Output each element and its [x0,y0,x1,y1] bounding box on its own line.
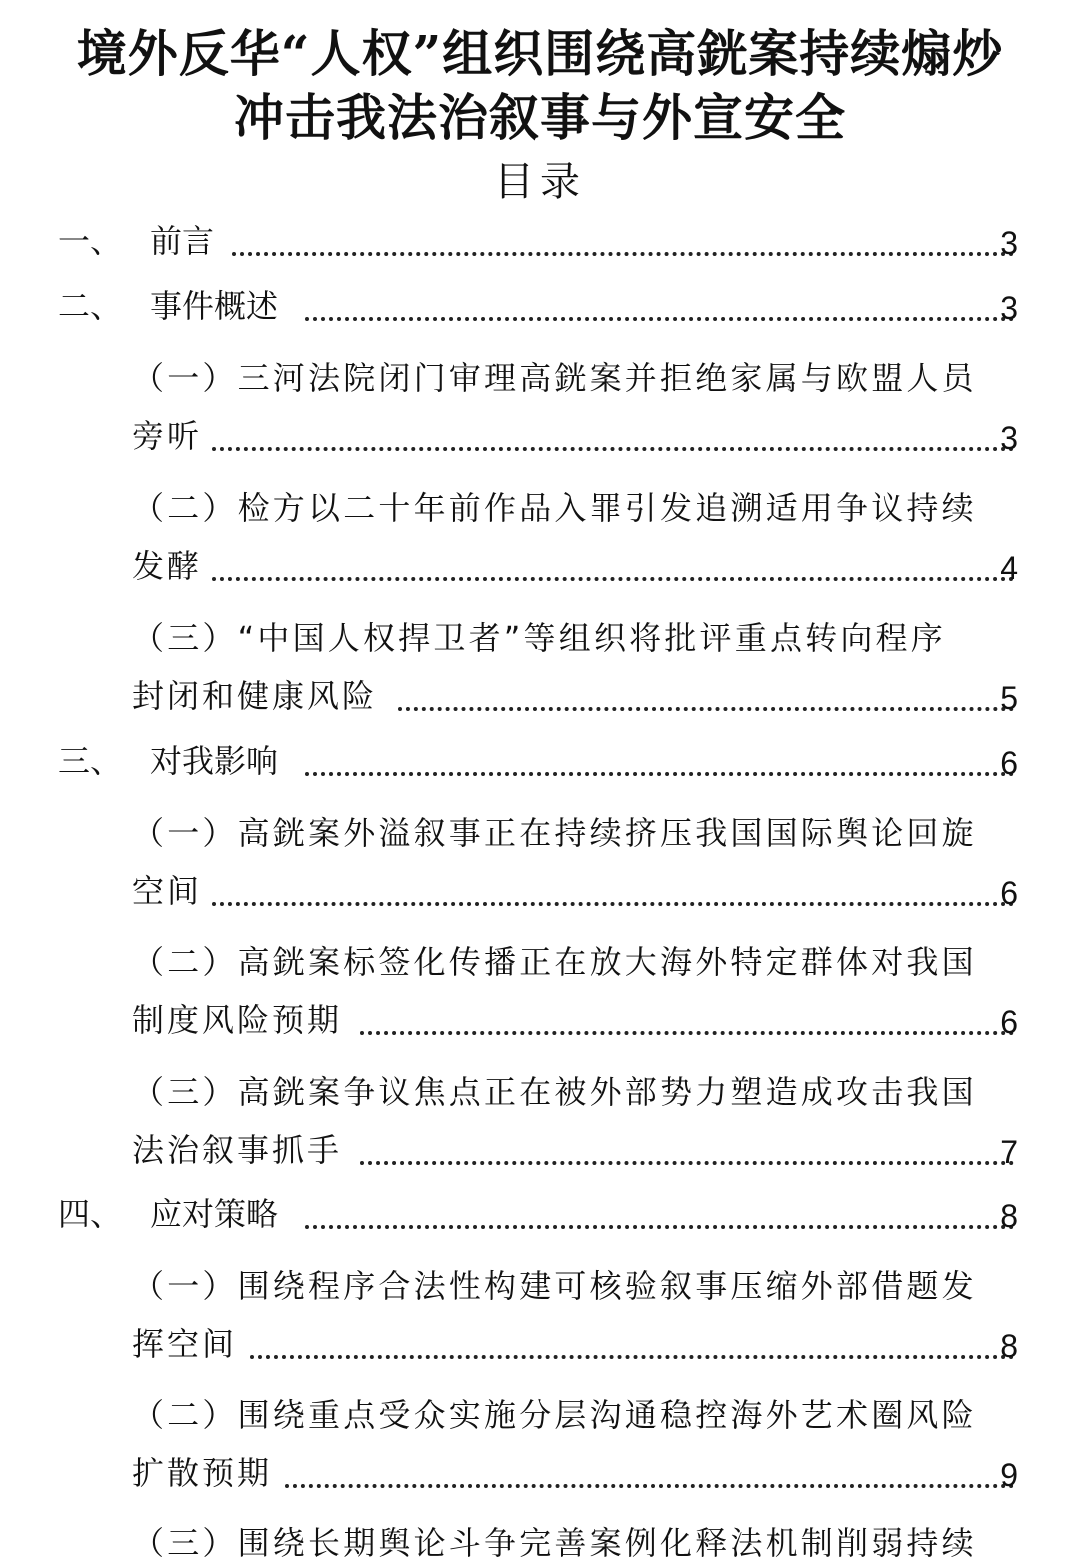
toc-entry-label: 发酵 [132,547,203,585]
toc-dot-leader [360,1031,1014,1035]
toc-subentry-2-2[interactable] [0,545,1080,595]
toc-dot-leader [212,447,1014,451]
toc-entry-label: 法治叙事抓手 [132,1131,343,1169]
toc-page-number: 6 [1000,745,1018,781]
toc-entry-label: 扩散预期 [132,1454,273,1492]
toc-dot-leader [305,317,1014,321]
toc-entry-label: 挥空间 [132,1325,238,1363]
toc-subentry-3-3[interactable] [0,1129,1080,1179]
toc-entry-label: 前言 [150,222,215,260]
toc-subentry-4-2[interactable] [0,1452,1080,1502]
toc-subentry-2-1[interactable] [0,415,1080,465]
toc-heading: 目录 [494,159,586,205]
toc-page-number: 7 [1000,1134,1018,1170]
toc-subentry-2-1-line-1[interactable]: （一）三河法院闭门审理高銧案并拒绝家属与欧盟人员 [132,359,977,397]
toc-subentry-2-3[interactable] [0,675,1080,725]
toc-subentry-3-2[interactable] [0,999,1080,1049]
toc-page-number: 6 [1000,1004,1018,1040]
toc-page-number: 3 [1000,225,1018,261]
toc-dot-leader [360,1161,1014,1165]
toc-dot-leader [250,1355,1014,1359]
toc-entry-3[interactable] [0,740,1080,790]
toc-page-number: 8 [1000,1198,1018,1234]
toc-page-number: 6 [1000,875,1018,911]
toc-subentry-3-1[interactable] [0,870,1080,920]
toc-page-number: 5 [1000,680,1018,716]
toc-entry-label: 应对策略 [150,1195,279,1233]
document-title-line-2: 冲击我法治叙事与外宣安全 [234,88,846,147]
toc-subentry-4-2-line-1[interactable]: （二）围绕重点受众实施分层沟通稳控海外艺术圈风险 [132,1396,977,1434]
toc-page-number: 4 [1000,550,1018,586]
toc-entry-label: 制度风险预期 [132,1001,343,1039]
toc-dot-leader [305,772,1014,776]
toc-entry-2[interactable] [0,285,1080,335]
toc-subentry-3-1-line-1[interactable]: （一）高銧案外溢叙事正在持续挤压我国国际舆论回旋 [132,814,977,852]
toc-subentry-2-2-line-1[interactable]: （二）检方以二十年前作品入罪引发追溯适用争议持续 [132,489,977,527]
toc-page-number: 3 [1000,420,1018,456]
toc-dot-leader [212,902,1014,906]
toc-subentry-4-3-line-1[interactable]: （三）围绕长期舆论斗争完善案例化释法机制削弱持续 [132,1524,977,1562]
toc-dot-leader [285,1484,1014,1488]
toc-dot-leader [398,707,1014,711]
toc-page-number: 9 [1000,1457,1018,1493]
document-title-line-1: 境外反华“人权”组织围绕高銧案持续煽炒 [76,24,1004,83]
toc-dot-leader [212,577,1014,581]
toc-entry-label: 旁听 [132,417,203,455]
toc-entry-label: 对我影响 [150,742,279,780]
toc-subentry-4-1-line-1[interactable]: （一）围绕程序合法性构建可核验叙事压缩外部借题发 [132,1267,977,1305]
toc-subentry-4-1[interactable] [0,1323,1080,1373]
toc-entry-number: 三、 [58,742,123,780]
toc-dot-leader [305,1225,1014,1229]
toc-entry-label: 封闭和健康风险 [132,677,378,715]
toc-entry-number: 二、 [58,287,123,325]
toc-page-number: 8 [1000,1328,1018,1364]
toc-entry-number: 一、 [58,222,123,260]
toc-entry-number: 四、 [58,1195,123,1233]
toc-entry-label: 空间 [132,872,203,910]
toc-entry-4[interactable] [0,1193,1080,1243]
toc-subentry-3-3-line-1[interactable]: （三）高銧案争议焦点正在被外部势力塑造成攻击我国 [132,1073,977,1111]
toc-subentry-2-3-line-1[interactable]: （三）“中国人权捍卫者”等组织将批评重点转向程序 [132,619,946,657]
toc-subentry-3-2-line-1[interactable]: （二）高銧案标签化传播正在放大海外特定群体对我国 [132,943,977,981]
toc-entry-label: 事件概述 [150,287,279,325]
toc-dot-leader [232,252,1014,256]
toc-page-number: 3 [1000,290,1018,326]
toc-entry-1[interactable] [0,220,1080,270]
